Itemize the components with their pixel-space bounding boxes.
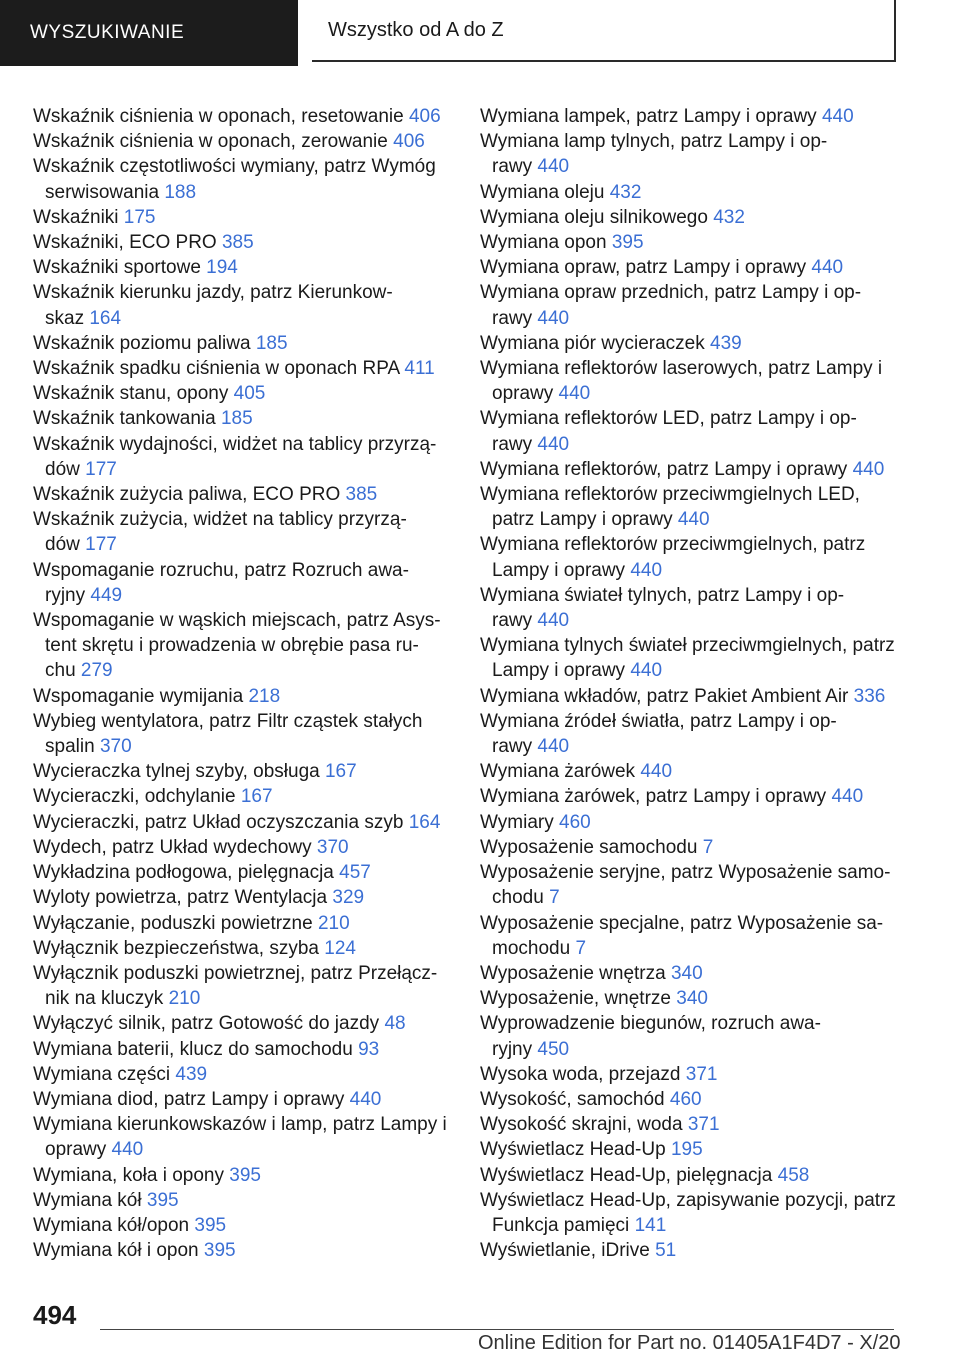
- page-reference-link[interactable]: 194: [206, 257, 238, 279]
- index-entry: [33, 709, 453, 759]
- index-entry-text: Wymiana reflektorów przeciwmgielnych LED,: [480, 484, 860, 506]
- index-entry: [480, 230, 900, 255]
- index-entry-text: ryjny: [45, 584, 86, 606]
- index-entry-text: ryjny: [492, 1038, 533, 1060]
- page-reference-link[interactable]: 395: [194, 1214, 227, 1236]
- index-entry-text: Wymiana tylnych świateł przeciwmgielnych, patrz: [480, 635, 895, 657]
- index-entry-text: Wyłączanie, poduszki powietrzne: [33, 912, 313, 934]
- page-reference-link[interactable]: 210: [317, 912, 350, 934]
- index-entry-text: Wyłącznik poduszki powietrznej, patrz Przełącz-: [33, 962, 438, 984]
- page-reference-link[interactable]: 385: [345, 484, 378, 506]
- index-entry: [33, 759, 453, 784]
- index-entry-text: Wskaźnik poziomu paliwa: [33, 332, 251, 354]
- index-entry-text: dów: [45, 458, 80, 480]
- page-reference-link[interactable]: 460: [559, 811, 591, 833]
- page-reference-link[interactable]: 440: [537, 610, 570, 632]
- page-reference-link[interactable]: 370: [99, 736, 132, 758]
- page-reference-link[interactable]: 411: [404, 358, 435, 380]
- index-entry-text: oprawy: [45, 1139, 107, 1161]
- index-entry: [480, 709, 900, 759]
- index-entry-text: dów: [45, 534, 80, 556]
- page-reference-link[interactable]: 124: [324, 937, 356, 959]
- index-entry: [480, 482, 900, 532]
- index-entry: [33, 835, 453, 860]
- index-entry-text: Wyłącznik bezpieczeństwa, szyba: [33, 937, 320, 959]
- index-entry: [480, 1011, 900, 1061]
- index-entry-text: Wyłączyć silnik, patrz Gotowość do jazdy: [33, 1013, 380, 1035]
- page-reference-link[interactable]: 340: [670, 962, 703, 984]
- index-entry: [480, 255, 900, 280]
- page-reference-link[interactable]: 167: [240, 786, 273, 808]
- index-entry-text: Wyloty powietrza, patrz Wentylacja: [33, 887, 328, 909]
- page-reference-link[interactable]: 177: [85, 534, 117, 556]
- page-reference-link[interactable]: 7: [549, 887, 560, 909]
- index-entry: [480, 810, 900, 835]
- section-tab[interactable]: WYSZUKIWANIE: [0, 0, 298, 66]
- index-entry: [33, 280, 453, 330]
- page-reference-link[interactable]: 48: [384, 1013, 406, 1035]
- index-entry-text: Wybieg wentylatora, patrz Filtr cząstek stałych: [33, 710, 423, 732]
- page-reference-link[interactable]: 164: [89, 307, 122, 329]
- index-entry-text: oprawy: [492, 383, 554, 405]
- index-entry: [33, 331, 453, 356]
- index-entry: [33, 129, 453, 154]
- index-entry-text: Wskaźnik tankowania: [33, 408, 216, 430]
- index-entry-text: chu: [45, 660, 76, 682]
- index-entry-text: Wskaźnik spadku ciśnienia w oponach RPA: [33, 358, 400, 380]
- page-reference-link[interactable]: 432: [609, 181, 642, 203]
- page-reference-link[interactable]: 395: [146, 1189, 179, 1211]
- page-reference-link[interactable]: 188: [164, 181, 197, 203]
- index-entry: [480, 784, 900, 809]
- index-entry-text: Wskaźnik zużycia paliwa, ECO PRO: [33, 484, 341, 506]
- page-reference-link[interactable]: 440: [821, 106, 854, 127]
- page-reference-link[interactable]: 371: [687, 1114, 720, 1136]
- index-entry-text: chodu: [492, 887, 544, 909]
- index-entry-text: rawy: [492, 610, 533, 632]
- index-entry: [480, 1188, 900, 1238]
- index-entry-text: Wymiana baterii, klucz do samochodu: [33, 1038, 353, 1060]
- index-entry-text: Wyposażenie samochodu: [480, 836, 698, 858]
- index-entry: [33, 608, 453, 684]
- index-entry: [480, 1238, 900, 1263]
- index-entry-text: skaz: [45, 307, 85, 329]
- page-reference-link[interactable]: 279: [80, 660, 113, 682]
- index-entry-text: Wymiana piór wycieraczek: [480, 332, 705, 354]
- index-entry-text: rawy: [492, 307, 533, 329]
- index-entry: [33, 356, 453, 381]
- index-entry-text: rawy: [492, 736, 533, 758]
- index-entry: [33, 432, 453, 482]
- index-entry-text: Wymiana kół: [33, 1189, 142, 1211]
- page-reference-link[interactable]: 406: [393, 131, 425, 153]
- index-entry-text: Wyposażenie seryjne, patrz Wyposażenie samo-: [480, 862, 891, 884]
- index-entry: [480, 961, 900, 986]
- index-entry-text: Wykładzina podłogowa, pielęgnacja: [33, 862, 334, 884]
- index-entry: [480, 180, 900, 205]
- index-entry: [480, 280, 900, 330]
- index-entry-text: Wspomaganie rozruchu, patrz Rozruch awa-: [33, 559, 409, 581]
- index-entry-text: Wydech, patrz Układ wydechowy: [33, 836, 312, 858]
- index-entry: [33, 684, 453, 709]
- page-reference-link[interactable]: 432: [713, 206, 745, 228]
- page-reference-link[interactable]: 395: [229, 1164, 261, 1186]
- index-entry-text: Wyprowadzenie biegunów, rozruch awa-: [480, 1013, 821, 1035]
- index-entry: [480, 1062, 900, 1087]
- page-reference-link[interactable]: 440: [111, 1139, 144, 1161]
- index-entry-text: Lampy i oprawy: [492, 559, 626, 581]
- section-title: Wszystko od A do Z: [312, 0, 896, 62]
- index-entry: [33, 1213, 453, 1238]
- index-entry: [33, 885, 453, 910]
- page-reference-link[interactable]: 177: [85, 458, 117, 480]
- page-reference-link[interactable]: 51: [655, 1240, 677, 1262]
- index-entry-text: Wskaźnik częstotliwości wymiany, patrz Wymóg: [33, 156, 436, 178]
- index-entry-text: Wysokość, samochód: [480, 1088, 665, 1110]
- index-entry-text: Wymiana lampek, patrz Lampy i oprawy: [480, 106, 817, 127]
- page-reference-link[interactable]: 405: [233, 383, 266, 405]
- page-reference-link[interactable]: 141: [634, 1214, 667, 1236]
- index-entry: [33, 104, 453, 129]
- index-entry: [480, 331, 900, 356]
- index-entry: [480, 835, 900, 860]
- index-entry-text: Wymiana diod, patrz Lampy i oprawy: [33, 1088, 345, 1110]
- index-entry-text: Wskaźnik ciśnienia w oponach, resetowanie: [33, 106, 404, 127]
- index-entry-text: Wysoka woda, przejazd: [480, 1063, 681, 1085]
- index-entry-text: Wyposażenie wnętrza: [480, 962, 666, 984]
- page-reference-link[interactable]: 195: [670, 1139, 703, 1161]
- index-entry: [33, 784, 453, 809]
- index-entry: [480, 406, 900, 456]
- page-header: [0, 0, 960, 66]
- page-reference-link[interactable]: 185: [255, 332, 288, 354]
- page-reference-link[interactable]: 457: [339, 862, 371, 884]
- page-reference-link[interactable]: 329: [332, 887, 365, 909]
- page-reference-link[interactable]: 440: [640, 761, 673, 783]
- page-reference-link[interactable]: 458: [777, 1164, 810, 1186]
- index-entry: [33, 1238, 453, 1263]
- page-reference-link[interactable]: 185: [220, 408, 253, 430]
- page-reference-link[interactable]: 385: [221, 232, 254, 254]
- page-reference-link[interactable]: 440: [630, 559, 663, 581]
- page-reference-link[interactable]: 370: [316, 836, 349, 858]
- index-entry-text: Wskaźnik stanu, opony: [33, 383, 229, 405]
- page-reference-link[interactable]: 439: [175, 1063, 208, 1085]
- page-reference-link[interactable]: 440: [558, 383, 591, 405]
- page-reference-link[interactable]: 440: [537, 156, 570, 178]
- index-entry-text: Wymiana oleju: [480, 181, 605, 203]
- index-entry-text: Wyposażenie specjalne, patrz Wyposażenie sa-: [480, 912, 884, 934]
- index-entry: [33, 1188, 453, 1213]
- index-entry-text: Wysokość skrajni, woda: [480, 1114, 683, 1136]
- index-entry: [33, 230, 453, 255]
- page-reference-link[interactable]: 460: [669, 1088, 702, 1110]
- page-reference-link[interactable]: 167: [324, 761, 357, 783]
- page-number: 494: [33, 1300, 77, 1330]
- index-entry: [480, 684, 900, 709]
- index-entry-text: Wyświetlanie, iDrive: [480, 1240, 650, 1262]
- index-entry-text: Wymiana reflektorów LED, patrz Lampy i op-: [480, 408, 857, 430]
- page-reference-link[interactable]: 440: [537, 433, 570, 455]
- index-entry-text: Wspomaganie w wąskich miejscach, patrz Asys-: [33, 610, 441, 632]
- index-entry: [480, 457, 900, 482]
- page-reference-link[interactable]: 440: [852, 458, 885, 480]
- page-reference-link[interactable]: 371: [685, 1063, 718, 1085]
- page-reference-link[interactable]: 440: [831, 786, 864, 808]
- page-reference-link[interactable]: 336: [853, 685, 886, 707]
- page-reference-link[interactable]: 449: [90, 584, 123, 606]
- index-entry-text: Wskaźnik kierunku jazdy, patrz Kierunkow-: [33, 282, 393, 304]
- index-entry: [33, 911, 453, 936]
- index-entry: [33, 558, 453, 608]
- index-entry-text: Wyświetlacz Head-Up, pielęgnacja: [480, 1164, 773, 1186]
- index-entry: [33, 936, 453, 961]
- index-entry: [480, 532, 900, 582]
- index-entry: [33, 205, 453, 230]
- index-entry-text: Wymiana reflektorów, patrz Lampy i oprawy: [480, 458, 848, 480]
- page-reference-link[interactable]: 210: [168, 988, 201, 1010]
- index-entry: [33, 255, 453, 280]
- index-entry-text: Wymiana świateł tylnych, patrz Lampy i op-: [480, 584, 845, 606]
- index-entry-text: Wskaźniki: [33, 206, 119, 228]
- index-entry-text: Wymiana żarówek: [480, 761, 636, 783]
- index-entry-text: Wymiana reflektorów laserowych, patrz Lampy i: [480, 358, 883, 380]
- footer-divider: [100, 1329, 894, 1330]
- index-entry-text: spalin: [45, 736, 95, 758]
- page-reference-link[interactable]: 175: [123, 206, 156, 228]
- index-entry-text: Wymiana opraw przednich, patrz Lampy i op-: [480, 282, 862, 304]
- page-reference-link[interactable]: 406: [408, 106, 441, 127]
- index-column-right: [480, 104, 900, 1263]
- index-entry-text: Wymiana opon: [480, 232, 607, 254]
- page-reference-link[interactable]: 7: [702, 836, 714, 858]
- index-entry-text: Wymiana lamp tylnych, patrz Lampy i op-: [480, 131, 828, 153]
- index-entry: [33, 482, 453, 507]
- index-entry-text: nik na kluczyk: [45, 988, 164, 1010]
- page-reference-link[interactable]: 395: [203, 1240, 236, 1262]
- page-reference-link[interactable]: 340: [676, 988, 708, 1010]
- index-entry: [480, 986, 900, 1011]
- index-entry-text: Wskaźnik zużycia, widżet na tablicy przyrzą-: [33, 509, 407, 531]
- page-reference-link[interactable]: 395: [611, 232, 644, 254]
- index-entry: [480, 129, 900, 179]
- index-entry: [480, 356, 900, 406]
- index-entry: [33, 406, 453, 431]
- page-reference-link[interactable]: 440: [677, 509, 710, 531]
- page-reference-link[interactable]: 440: [349, 1088, 382, 1110]
- page-reference-link[interactable]: 450: [537, 1038, 570, 1060]
- index-entry-text: Wymiana żarówek, patrz Lampy i oprawy: [480, 786, 827, 808]
- index-entry: [33, 1112, 453, 1162]
- index-entry: [480, 1087, 900, 1112]
- page-reference-link[interactable]: 7: [575, 937, 587, 959]
- page-reference-link[interactable]: 164: [408, 811, 441, 833]
- index-entry-text: Wskaźniki, ECO PRO: [33, 232, 217, 254]
- index-entry: [33, 154, 453, 204]
- index-entry-text: Wymiana wkładów, patrz Pakiet Ambient Air: [480, 685, 849, 707]
- index-entry-text: Wymiary: [480, 811, 554, 833]
- index-entry-text: patrz Lampy i oprawy: [492, 509, 673, 531]
- index-entry-text: Wymiana kół/opon: [33, 1214, 190, 1236]
- index-entry: [480, 1163, 900, 1188]
- index-entry-text: Wycieraczki, odchylanie: [33, 786, 236, 808]
- index-entry-text: serwisowania: [45, 181, 160, 203]
- index-entry: [480, 759, 900, 784]
- page-reference-link[interactable]: 440: [630, 660, 663, 682]
- index-entry: [480, 1137, 900, 1162]
- index-entry-text: Funkcja pamięci: [492, 1214, 630, 1236]
- index-entry: [480, 205, 900, 230]
- index-entry-text: Wspomaganie wymijania: [33, 685, 244, 707]
- index-entry-text: mochodu: [492, 937, 571, 959]
- index-entry: [480, 633, 900, 683]
- index-entry-text: Wymiana oleju silnikowego: [480, 206, 708, 228]
- index-entry-text: Wymiana reflektorów przeciwmgielnych, patrz: [480, 534, 866, 556]
- index-entry-text: Wyświetlacz Head-Up: [480, 1139, 666, 1161]
- index-entry-text: Wymiana kierunkowskazów i lamp, patrz Lampy i: [33, 1114, 447, 1136]
- index-entry: [480, 1112, 900, 1137]
- index-entry-text: Wycieraczki, patrz Układ oczyszczania szyb: [33, 811, 404, 833]
- index-entry-text: Wymiana opraw, patrz Lampy i oprawy: [480, 257, 807, 279]
- index-entry: [33, 1087, 453, 1112]
- index-entry: [480, 911, 900, 961]
- page-reference-link[interactable]: 93: [358, 1038, 380, 1060]
- page-reference-link[interactable]: 440: [537, 307, 570, 329]
- index-entry-text: rawy: [492, 433, 533, 455]
- index-entry-text: Wyposażenie, wnętrze: [480, 988, 671, 1010]
- footer-edition: Online Edition for Part no. 01405A1F4D7 - X/20: [478, 1332, 901, 1354]
- index-entry: [33, 961, 453, 1011]
- index-entry: [33, 1037, 453, 1062]
- page-reference-link[interactable]: 218: [248, 685, 281, 707]
- page-reference-link[interactable]: 440: [537, 736, 570, 758]
- index-entry: [33, 381, 453, 406]
- index-entry: [33, 810, 453, 835]
- index-entry-text: Wymiana, koła i opony: [33, 1164, 224, 1186]
- index-entry: [33, 1163, 453, 1188]
- index-entry: [33, 507, 453, 557]
- index-entry-text: Wymiana źródeł światła, patrz Lampy i op-: [480, 710, 837, 732]
- index-entry: [33, 860, 453, 885]
- index-entry-text: rawy: [492, 156, 533, 178]
- index-column-left: [33, 104, 453, 1263]
- index-entry-text: Wskaźniki sportowe: [33, 257, 201, 279]
- index-entry-text: Wyświetlacz Head-Up, zapisywanie pozycji, patrz: [480, 1189, 896, 1211]
- index-entry: [480, 860, 900, 910]
- index-entry: [33, 1011, 453, 1036]
- index-entry: [480, 104, 900, 129]
- index-entry: [33, 1062, 453, 1087]
- index-entry-text: Wycieraczka tylnej szyby, obsługa: [33, 761, 320, 783]
- index-entry-text: tent skrętu i prowadzenia w obrębie pasa ru-: [45, 635, 419, 657]
- index-entry-text: Wymiana kół i opon: [33, 1240, 199, 1262]
- index-entry-text: Wskaźnik ciśnienia w oponach, zerowanie: [33, 131, 388, 153]
- index-entry-text: Wymiana części: [33, 1063, 171, 1085]
- index-entry-text: Lampy i oprawy: [492, 660, 626, 682]
- page-reference-link[interactable]: 440: [811, 257, 844, 279]
- page-reference-link[interactable]: 439: [710, 332, 742, 354]
- index-entry-text: Wskaźnik wydajności, widżet na tablicy przyrzą-: [33, 433, 437, 455]
- index-entry: [480, 583, 900, 633]
